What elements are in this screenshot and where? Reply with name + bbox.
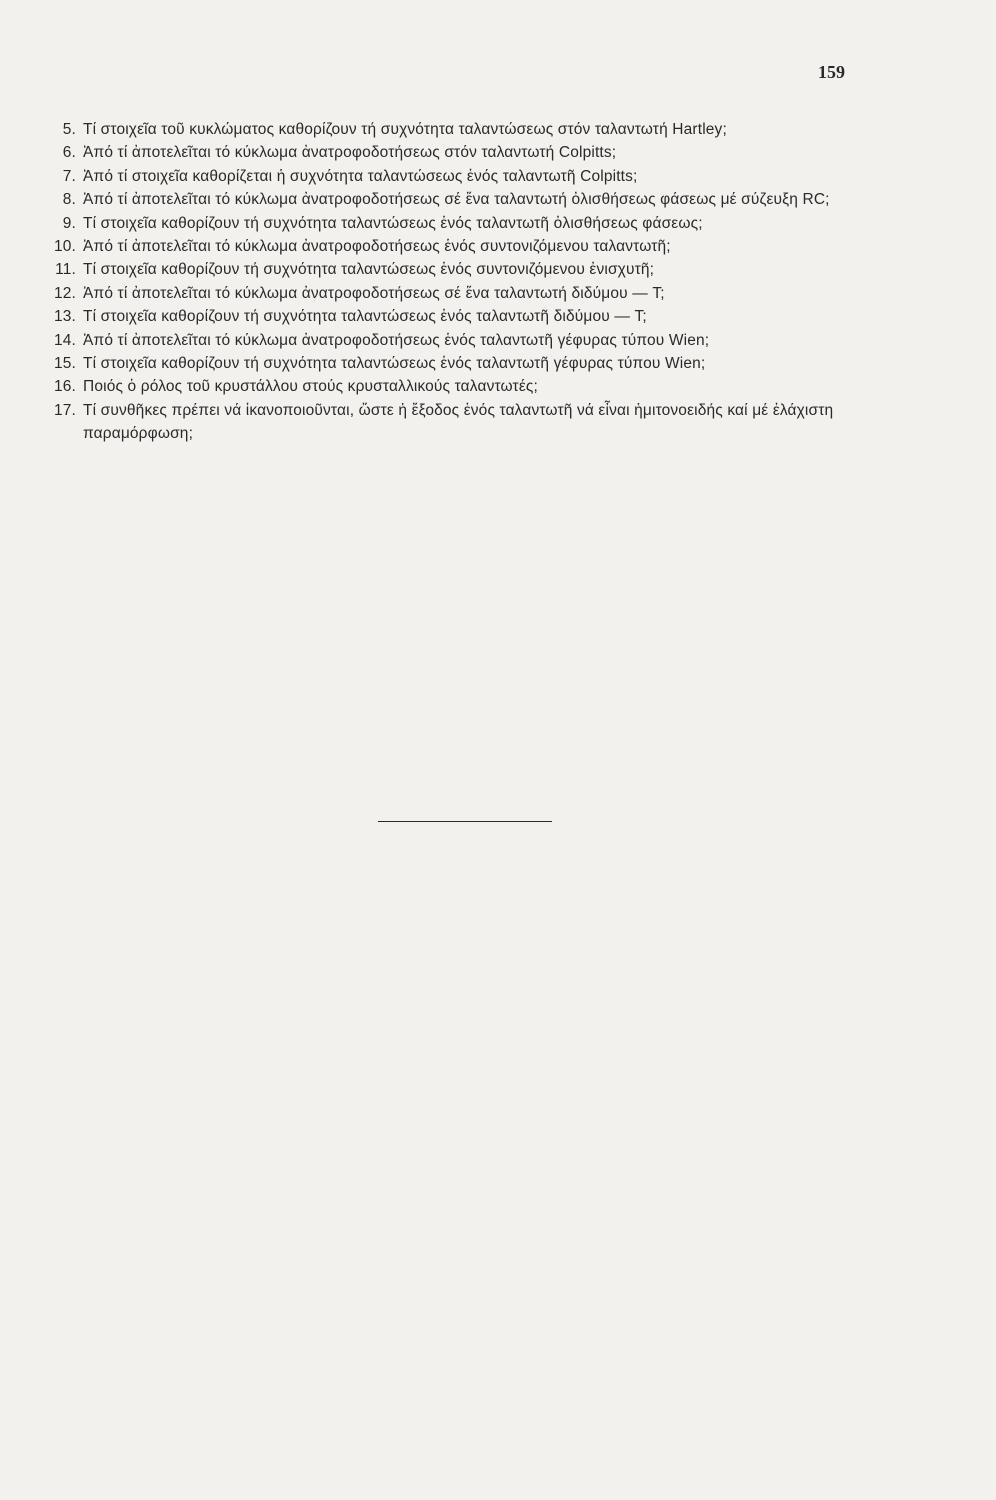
question-number: 14. <box>54 331 76 349</box>
question-number: 12. <box>54 284 76 302</box>
question-item <box>46 258 876 281</box>
question-item <box>46 352 876 375</box>
question-item <box>46 188 876 211</box>
question-item <box>46 399 876 446</box>
question-item <box>46 141 876 164</box>
page-number: 159 <box>818 62 845 82</box>
question-item <box>46 212 876 235</box>
question-text: Τί στοιχεῖα καθορίζουν τή συχνότητα ταλαντώσεως ἑνός ταλαντωτῆ γέφυρας τύπου Wien; <box>83 355 706 373</box>
question-number: 5. <box>62 121 76 138</box>
question-number: 13. <box>54 308 76 326</box>
question-text: Τί στοιχεῖα καθορίζουν τή συχνότητα ταλαντώσεως ἑνός συντονιζόμενου ἐνισχυτῆ; <box>83 261 655 279</box>
question-text: Ἀπό τί ἀποτελεῖται τό κύκλωμα ἀνατροφοδοτήσεως ἑνός συντονιζόμενου ταλαντωτῆ; <box>83 238 671 256</box>
question-text: Τί συνθῆκες πρέπει νά ἱκανοποιοῦνται, ὥστε ἡ ἔξοδος ἑνός ταλαντωτῆ νά εἶναι ἡμιτονοειδής καί μέ ἐλάχιστη παραμόρφωση; <box>83 401 834 443</box>
question-number: 8. <box>62 191 76 209</box>
question-item <box>46 235 876 258</box>
question-number: 6. <box>62 144 76 162</box>
question-number: 16. <box>54 378 76 396</box>
question-text: Ἀπό τί ἀποτελεῖται τό κύκλωμα ἀνατροφοδοτήσεως σέ ἕνα ταλαντωτή διδύμου — T; <box>83 284 665 302</box>
question-number: 9. <box>62 214 76 232</box>
question-text: Τί στοιχεῖα καθορίζουν τή συχνότητα ταλαντώσεως ἑνός ταλαντωτῆ διδύμου — T; <box>83 308 647 326</box>
question-number: 15. <box>54 355 76 373</box>
question-text: Ἀπό τί στοιχεῖα καθορίζεται ἡ συχνότητα ταλαντώσεως ἑνός ταλαντωτῆ Colpitts; <box>83 167 638 185</box>
question-item <box>46 118 876 141</box>
question-item <box>46 305 876 328</box>
question-item <box>46 165 876 188</box>
question-text: Ποιός ὁ ρόλος τοῦ κρυστάλλου στούς κρυσταλλικούς ταλαντωτές; <box>83 378 538 396</box>
question-number: 17. <box>54 401 76 419</box>
question-list <box>46 118 876 446</box>
section-end-rule <box>378 821 552 822</box>
question-text: Ἀπό τί ἀποτελεῖται τό κύκλωμα ἀνατροφοδοτήσεως ἑνός ταλαντωτῆ γέφυρας τύπου Wien; <box>83 331 710 349</box>
question-number: 7. <box>62 167 76 185</box>
question-text: Τί στοιχεῖα καθορίζουν τή συχνότητα ταλαντώσεως ἑνός ταλαντωτῆ ὀλισθήσεως φάσεως; <box>83 214 703 232</box>
question-item <box>46 282 876 305</box>
question-text: Ἀπό τί ἀποτελεῖται τό κύκλωμα ἀνατροφοδοτήσεως στόν ταλαντωτή Colpitts; <box>83 144 617 162</box>
question-item <box>46 375 876 398</box>
question-text: Τί στοιχεῖα τοῦ κυκλώματος καθορίζουν τή συχνότητα ταλαντώσεως στόν ταλαντωτή Hartley; <box>83 121 727 138</box>
question-number: 11. <box>55 261 76 279</box>
question-number: 10. <box>54 238 76 256</box>
question-text: Ἀπό τί ἀποτελεῖται τό κύκλωμα ἀνατροφοδοτήσεως σέ ἕνα ταλαντωτή ὀλισθήσεως φάσεως μέ σύζευξη RC; <box>83 191 830 209</box>
question-item <box>46 329 876 352</box>
